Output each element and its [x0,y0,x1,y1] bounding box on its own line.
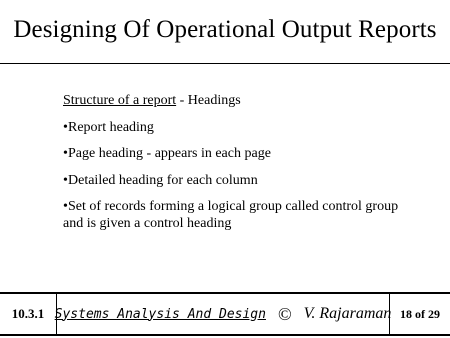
intro-line [63,92,241,109]
bullet-item: •Set of records forming a logical group called control group and is given a control heading [63,199,399,231]
footer-credit [54,294,392,334]
title-divider [0,63,450,64]
intro-underlined: Structure of a report [63,93,177,108]
author-name: V. Rajaraman [303,305,392,322]
bullet-text: Set of records forming a logical group called control group and is given a control heading [63,199,399,231]
bullet-text: Detailed heading for each column [68,173,258,188]
course-name: Systems Analysis And Design [54,306,266,322]
bullet-item: •Report heading [63,120,154,135]
bullet-text: Page heading - appears in each page [68,146,271,161]
slide-title: Designing Of Operational Output Reports [13,16,437,43]
bullet-item: •Page heading - appears in each page [63,146,271,161]
bullet-text: Report heading [68,120,154,135]
copyright-symbol: © [277,303,292,324]
intro-rest: - Headings [176,93,241,108]
bullet-item: •Detailed heading for each column [63,173,258,188]
page-number: 18 of 29 [400,306,440,321]
section-number: 10.3.1 [11,306,45,321]
slide-footer [0,292,450,336]
